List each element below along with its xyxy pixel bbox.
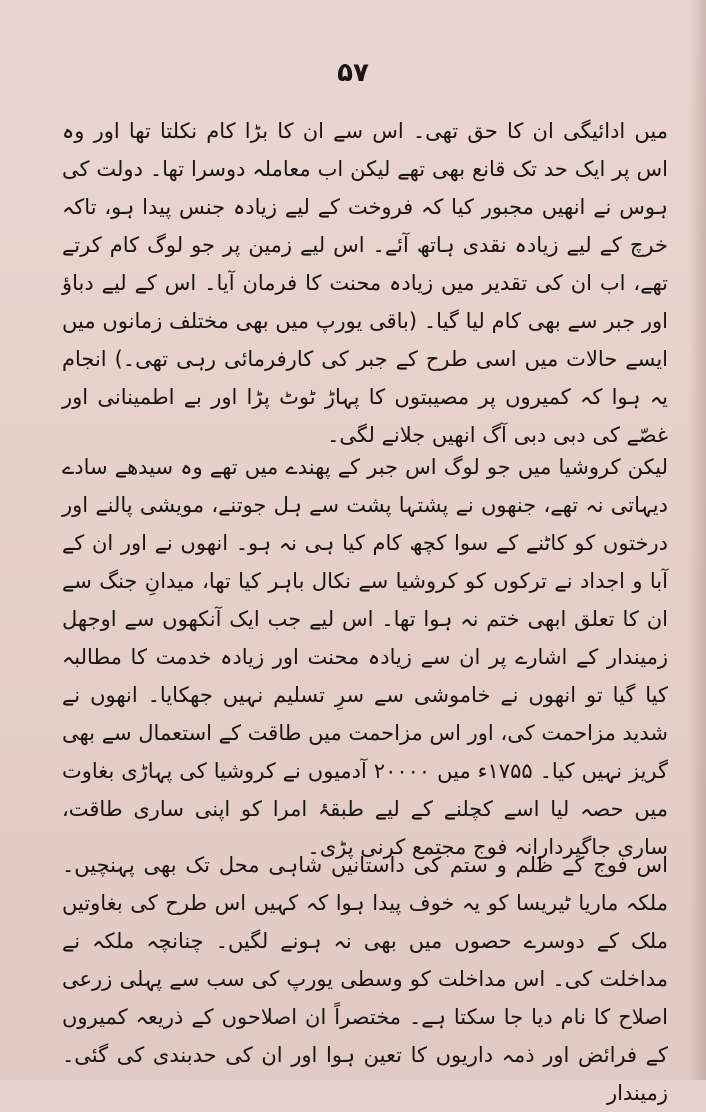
paragraph-2 — [62, 448, 668, 859]
paragraph-3 — [62, 846, 668, 1105]
paragraph-text: لیکن کروشیا میں جو لوگ اس جبر کے پھندے میں تھے وہ سیدھے سادے دیہاتی نہ تھے، جنھوں نے پشتہا پشت سے ہل جوتنے، مویشی پالنے اور درختوں کو کاٹنے کے سوا کچھ کام کیا ہی نہ ہو۔ انھوں نے اور ان کے آبا و اجداد نے ترکوں کو کروشیا سے نکال باہر کیا تھا، میدانِ جنگ سے ان کا تعلق ابھی ختم نہ ہوا تھا۔ اس لیے جب ایک آنکھوں سے اوجھل زمیندار کے اشارے پر ان سے زیادہ محنت اور زیادہ خدمت کا مطالبہ کیا گیا تو انھوں نے خاموشی سے سرِ تسلیم نہیں جھکایا۔ انھوں نے شدید مزاحمت کی، اور اس مزاحمت میں طاقت کے استعمال سے بھی گریز نہیں کیا۔ ۱۷۵۵ء میں ۲۰۰۰۰ آدمیوں نے کروشیا کی پہاڑی بغاوت میں حصہ لیا اسے کچلنے کے لیے طبقۂ امرا کو اپنی ساری طاقت، ساری جاگیردارانہ فوج مجتمع کرنی پڑی۔ — [62, 455, 668, 859]
paragraph-text: اس فوج کے ظلم و ستم کی داستانیں شاہی محل تک بھی پہنچیں۔ ملکہ ماریا ٹیریسا کو یہ خوف پیدا ہوا کہ کہیں اس طرح کی بغاوتیں ملک کے دوسرے حصوں میں بھی نہ ہونے لگیں۔ چنانچہ ملکہ نے مداخلت کی۔ اس مداخلت کو وسطی یورپ کی سب سے پہلی زرعی اصلاح کا نام دیا جا سکتا ہے۔ مختصراً ان اصلاحوں کے ذریعہ کمیروں کے فرائض اور ذمہ داریوں کا تعین ہوا اور ان کی حدبندی کی گئی۔ زمیندار — [62, 853, 668, 1105]
paragraph-1 — [62, 112, 668, 447]
page-number: ۵۷ — [337, 58, 369, 88]
page-edge-shadow — [688, 0, 706, 1080]
paragraph-text: میں ادائیگی ان کا حق تھی۔ اس سے ان کا بڑا کام نکلتا تھا اور وہ اس پر ایک حد تک قانع بھی تھے لیکن اب معاملہ دوسرا تھا۔ دولت کی ہوس نے انھیں مجبور کیا کہ فروخت کے لیے زیادہ جنس پیدا ہو، تاکہ خرچ کے لیے زیادہ نقدی ہاتھ آئے۔ اس لیے زمین پر جو لوگ کام کرتے تھے، اب ان کی تقدیر میں زیادہ محنت کا فرمان آیا۔ اس کے لیے دباؤ اور جبر سے بھی کام لیا گیا۔ (باقی یورپ میں بھی مختلف زمانوں میں ایسے حالات میں اسی طرح کے جبر کی کارفرمائی رہی تھی۔) انجام یہ ہوا کہ کمیروں پر مصیبتوں کا پہاڑ ٹوٹ پڑا اور بے اطمینانی اور غصّے کی دبی دبی آگ انھیں جلانے لگی۔ — [62, 119, 668, 447]
